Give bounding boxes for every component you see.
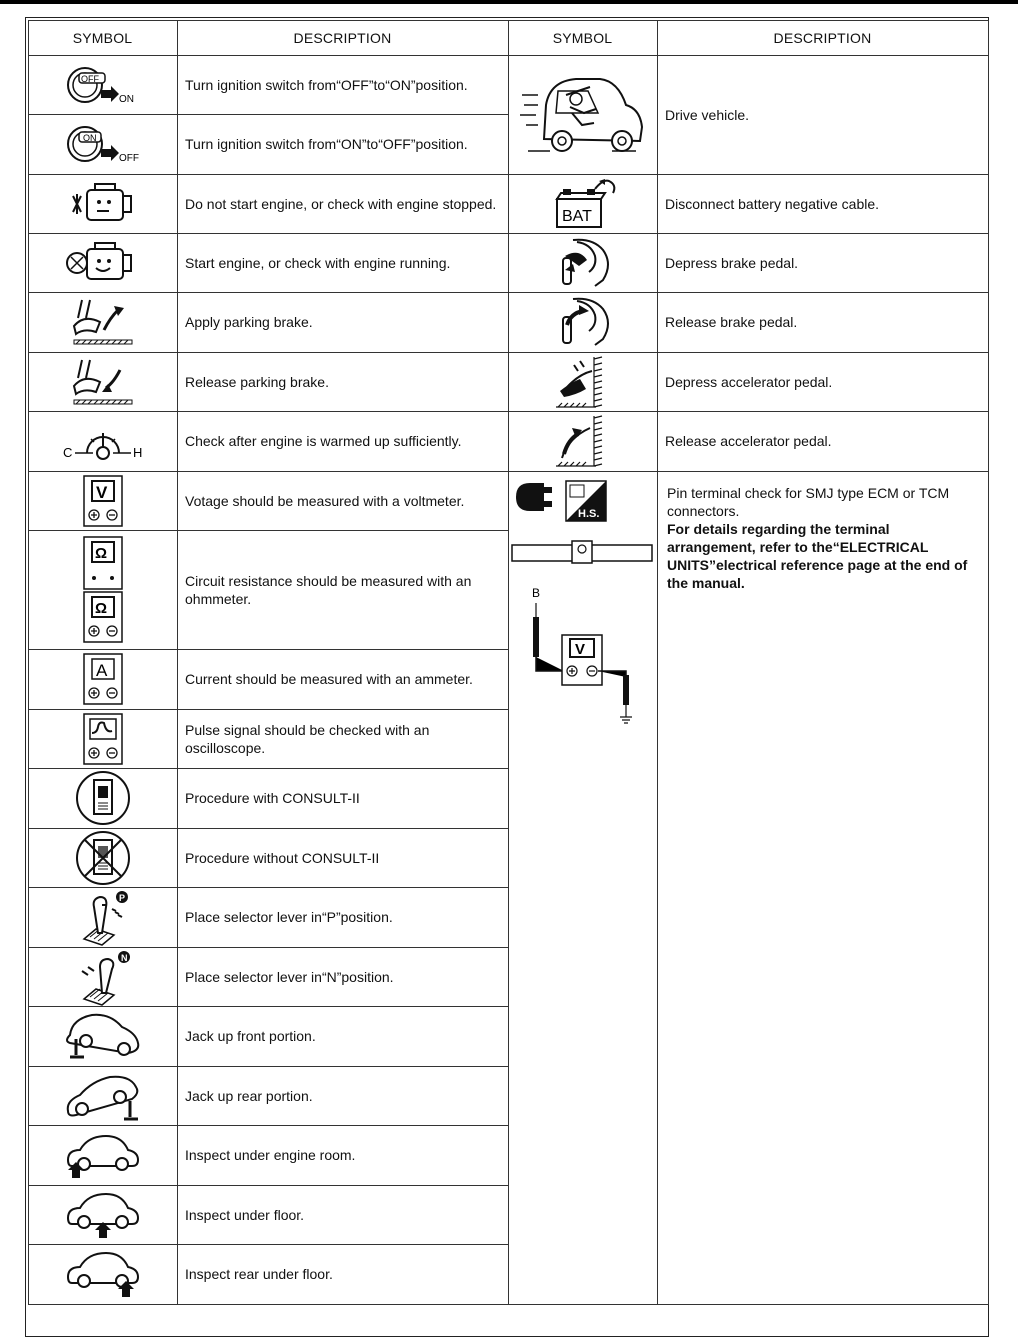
pin-terminal-check-icon	[508, 471, 657, 731]
svg-text:C: C	[62, 445, 72, 460]
svg-text:BAT: BAT	[561, 207, 592, 225]
desc-ignition-off-on: Turn ignition switch from“OFF”to“ON”position.	[185, 76, 468, 93]
desc-depress-brake: Depress brake pedal.	[665, 254, 799, 271]
ohmmeter-icon	[28, 530, 177, 649]
desc-engine-stopped: Do not start engine, or check with engine stopped.	[185, 195, 497, 212]
svg-text:Ω: Ω	[94, 599, 107, 617]
ignition-on-to-off-icon	[28, 114, 177, 174]
oscilloscope-icon	[28, 709, 177, 768]
battery-disconnect-icon	[508, 174, 657, 233]
drive-vehicle-icon	[508, 55, 657, 174]
jack-up-rear-icon	[28, 1066, 177, 1125]
ammeter-icon	[28, 649, 177, 709]
svg-text:OFF: OFF	[118, 153, 139, 164]
engine-running-icon	[28, 233, 177, 292]
desc-release-brake: Release brake pedal.	[665, 314, 798, 330]
desc-depress-accel: Depress accelerator pedal.	[665, 373, 833, 390]
svg-text:ON: ON	[82, 133, 96, 143]
desc-inspect-rear-floor: Inspect rear under floor.	[185, 1266, 333, 1282]
depress-brake-pedal-icon	[508, 233, 657, 292]
desc-battery: Disconnect battery negative cable.	[665, 195, 880, 212]
svg-text:P: P	[118, 893, 125, 903]
svg-text:N: N	[120, 952, 127, 963]
apply-parking-brake-icon	[28, 292, 177, 352]
pin-check-bold-text: For details regarding the terminal arrangement, refer to the“ELECTRICAL UNITS”electrical reference page at the end of the manual.	[667, 521, 968, 591]
inspect-floor-icon	[28, 1185, 177, 1244]
desc-drive-vehicle: Drive vehicle.	[665, 106, 750, 123]
no-consult-ii-icon	[28, 828, 177, 887]
svg-text:V: V	[575, 641, 586, 658]
desc-engine-running: Start engine, or check with engine running.	[185, 254, 451, 271]
svg-text:V: V	[95, 482, 107, 502]
consult-ii-icon	[28, 768, 177, 828]
desc-warm-up: Check after engine is warmed up sufficiently.	[185, 433, 462, 449]
release-parking-brake-icon	[28, 352, 177, 411]
top-rule	[0, 0, 1018, 4]
svg-text:H: H	[132, 445, 142, 460]
svg-text:Ω: Ω	[94, 544, 107, 562]
desc-no-consult: Procedure without CONSULT-II	[185, 849, 380, 866]
desc-inspect-floor: Inspect under floor.	[185, 1206, 305, 1223]
svg-text:A: A	[95, 661, 107, 680]
selector-lever-n-icon	[28, 947, 177, 1006]
release-accelerator-icon	[508, 411, 657, 471]
desc-lever-n: Place selector lever in“N”position.	[185, 968, 394, 985]
desc-voltmeter: Votage should be measured with a voltmeter.	[185, 492, 465, 509]
desc-ignition-on-off: Turn ignition switch from“ON”to“OFF”position.	[185, 136, 468, 152]
desc-release-accel: Release accelerator pedal.	[665, 433, 832, 449]
ignition-off-to-on-icon	[28, 55, 177, 114]
desc-ohmmeter: Circuit resistance should be measured with an ohmmeter.	[185, 572, 472, 607]
selector-lever-p-icon	[28, 887, 177, 947]
depress-accelerator-icon	[508, 352, 657, 411]
inspect-rear-floor-icon	[28, 1244, 177, 1304]
header-description-left: DESCRIPTION	[293, 29, 392, 46]
svg-text:H.S.: H.S.	[578, 508, 600, 520]
desc-lever-p: Place selector lever in“P”position.	[185, 909, 393, 925]
header-description-right: DESCRIPTION	[773, 29, 872, 46]
inspect-engine-room-icon	[28, 1125, 177, 1185]
desc-consult: Procedure with CONSULT-II	[185, 790, 360, 806]
svg-text:OFF: OFF	[80, 73, 99, 84]
header-symbol-left: SYMBOL	[72, 29, 133, 46]
release-brake-pedal-icon	[508, 292, 657, 352]
desc-release-parking-brake: Release parking brake.	[185, 373, 329, 390]
svg-text:B: B	[532, 586, 541, 600]
engine-stopped-icon	[28, 174, 177, 233]
voltmeter-icon	[28, 471, 177, 530]
temperature-gauge-icon	[28, 411, 177, 471]
desc-pin-check	[657, 484, 988, 592]
header-symbol-right: SYMBOL	[552, 29, 613, 46]
svg-text:ON: ON	[118, 93, 134, 105]
desc-oscilloscope: Pulse signal should be checked with an oscilloscope.	[185, 721, 430, 756]
jack-up-front-icon	[28, 1006, 177, 1066]
desc-jack-rear: Jack up rear portion.	[185, 1087, 313, 1104]
pin-check-text: Pin terminal check for SMJ type ECM or TCM connectors.	[667, 485, 950, 519]
desc-apply-parking-brake: Apply parking brake.	[185, 314, 313, 330]
desc-inspect-engine-room: Inspect under engine room.	[185, 1147, 356, 1163]
desc-jack-front: Jack up front portion.	[185, 1028, 316, 1044]
desc-ammeter: Current should be measured with an ammeter.	[185, 671, 473, 687]
